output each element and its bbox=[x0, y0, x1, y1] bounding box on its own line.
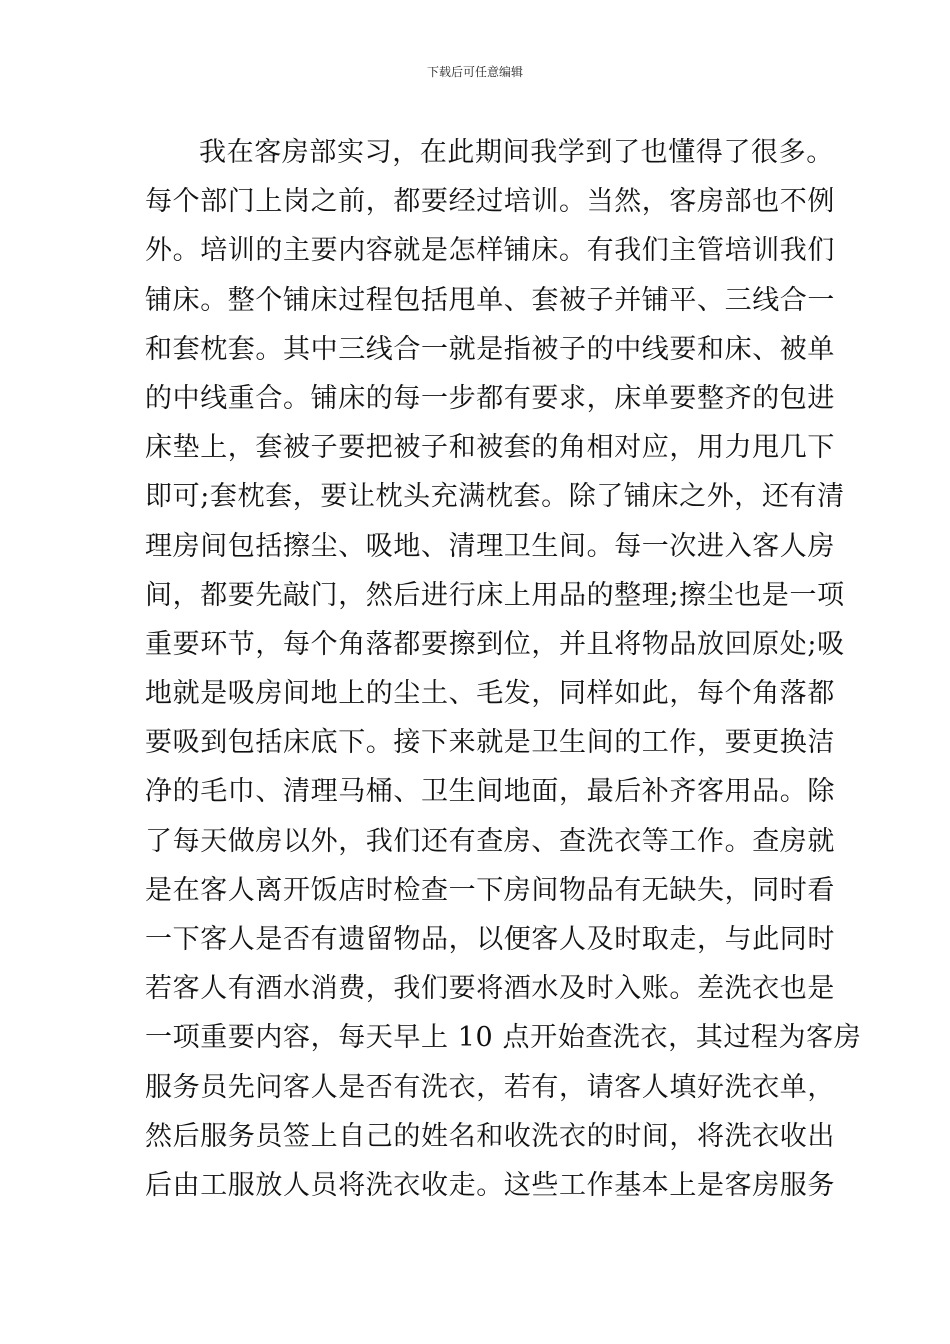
paragraph-line: 服务员先问客人是否有洗衣，若有，请客人填好洗衣单， bbox=[145, 1071, 835, 1103]
paragraph-line: 的中线重合。铺床的每一步都有要求，床单要整齐的包进 bbox=[145, 382, 835, 414]
paragraph-line: 我在客房部实习，在此期间我学到了也懂得了很多。 bbox=[199, 137, 834, 168]
body-paragraph bbox=[145, 128, 862, 1210]
paragraph-line: 铺床。整个铺床过程包括甩单、套被子并铺平、三线合一 bbox=[145, 284, 835, 316]
paragraph-line: 后由工服放人员将洗衣收走。这些工作基本上是客房服务 bbox=[145, 1169, 835, 1201]
paragraph-line: 即可;套枕套，要让枕头充满枕套。除了铺床之外，还有清 bbox=[145, 481, 845, 513]
paragraph-line: 床垫上，套被子要把被子和被套的角相对应，用力甩几下 bbox=[145, 432, 835, 464]
paragraph-line: 若客人有酒水消费，我们要将酒水及时入账。差洗衣也是 bbox=[145, 973, 835, 1005]
paragraph-line: 净的毛巾、清理马桶、卫生间地面，最后补齐客用品。除 bbox=[145, 776, 835, 808]
paragraph-line: 了每天做房以外，我们还有查房、查洗衣等工作。查房就 bbox=[145, 825, 835, 857]
paragraph-line: 理房间包括擦尘、吸地、清理卫生间。每一次进入客人房 bbox=[145, 530, 835, 562]
paragraph-line: 一项重要内容，每天早上 10 点开始查洗衣，其过程为客房 bbox=[145, 1022, 862, 1054]
paragraph-line: 要吸到包括床底下。接下来就是卫生间的工作，要更换洁 bbox=[145, 727, 835, 759]
paragraph-line: 间，都要先敲门，然后进行床上用品的整理;擦尘也是一项 bbox=[145, 579, 845, 611]
paragraph-line: 然后服务员签上自己的姓名和收洗衣的时间，将洗衣收出 bbox=[145, 1120, 835, 1152]
paragraph-line: 外。培训的主要内容就是怎样铺床。有我们主管培训我们 bbox=[145, 235, 835, 267]
paragraph-line: 每个部门上岗之前，都要经过培训。当然，客房部也不例 bbox=[145, 186, 835, 218]
paragraph-line: 是在客人离开饭店时检查一下房间物品有无缺失，同时看 bbox=[145, 874, 835, 906]
paragraph-line: 和套枕套。其中三线合一就是指被子的中线要和床、被单 bbox=[145, 333, 835, 365]
paragraph-line: 地就是吸房间地上的尘土、毛发，同样如此，每个角落都 bbox=[145, 678, 835, 710]
page-header: 下载后可任意编辑 bbox=[426, 65, 523, 79]
paragraph-line: 一下客人是否有遗留物品，以便客人及时取走，与此同时 bbox=[145, 924, 835, 955]
paragraph-line: 重要环节，每个角落都要擦到位，并且将物品放回原处;吸 bbox=[145, 628, 845, 660]
